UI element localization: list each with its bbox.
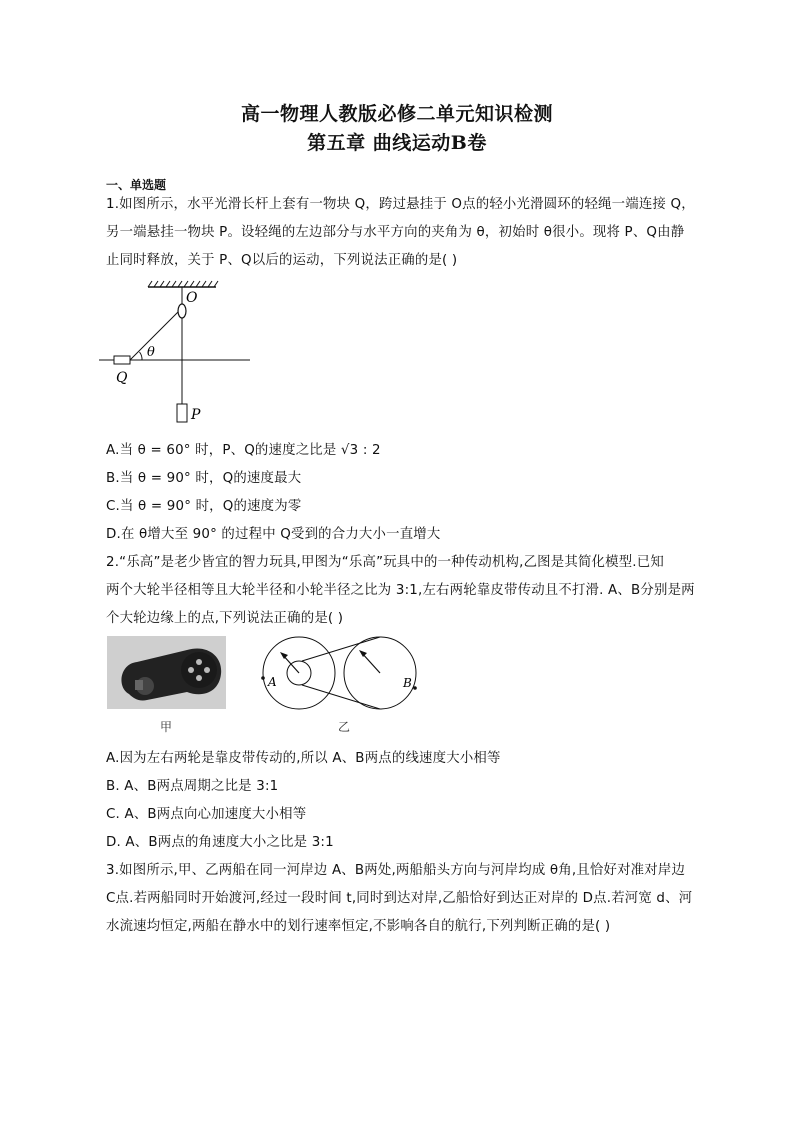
label-P: P (191, 407, 201, 423)
document-subtitle: 第五章 曲线运动B卷 (307, 132, 487, 154)
q2-text-line: 2.“乐高”是老少皆宜的智力玩具,甲图为“乐高”玩具中的一种传动机构,乙图是其简化模型.已知 (106, 555, 664, 570)
q1-option-d: D.在 θ增大至 90° 的过程中 Q受到的合力大小一直增大 (106, 527, 441, 542)
label-O: O (186, 290, 198, 306)
q1-figure-pulley (96, 278, 256, 428)
q2-option-b: B. A、B两点周期之比是 3:1 (106, 779, 279, 794)
document-title: 高一物理人教版必修二单元知识检测 (240, 103, 553, 125)
q3-text-line: 水流速均恒定,两船在静水中的划行速率恒定,不影响各自的航行,下列判断正确的是( ) (106, 919, 611, 934)
caption-yi: 乙 (338, 720, 351, 734)
q2-option-a: A.因为左右两轮是靠皮带传动的,所以 A、B两点的线速度大小相等 (106, 751, 501, 766)
q2-figure-belt-drive (258, 628, 426, 718)
q2-text-line: 个大轮边缘上的点,下列说法正确的是( ) (106, 611, 344, 626)
q1-option-b: B.当 θ = 90° 时，Q的速度最大 (106, 471, 302, 486)
label-theta: θ (147, 345, 155, 360)
q3-text-line: C点.若两船同时开始渡河,经过一段时间 t,同时到达对岸,乙船恰好到达正对岸的 D点.若河宽 d、河 (106, 891, 693, 906)
q1-option-a: A.当 θ = 60° 时，P、Q的速度之比是 √3 : 2 (106, 443, 381, 458)
section-heading: 一、单选题 (106, 178, 167, 192)
label-A: A (268, 675, 277, 689)
q2-text-line: 两个大轮半径相等且大轮半径和小轮半径之比为 3:1,左右两轮靠皮带传动且不打滑. A、B分别是两 (106, 583, 695, 598)
q1-text-line: 止同时释放，关于 P、Q以后的运动，下列说法正确的是( ) (106, 253, 458, 268)
q1-option-c: C.当 θ = 90° 时，Q的速度为零 (106, 499, 302, 514)
q2-option-d: D. A、B两点的角速度大小之比是 3:1 (106, 835, 334, 850)
caption-jia: 甲 (160, 720, 173, 734)
q1-text-line: 另一端悬挂一物块 P。设轻绳的左边部分与水平方向的夹角为 θ，初始时 θ很小。现将 P、Q由静 (106, 225, 685, 240)
q1-text-line: 1.如图所示，水平光滑长杆上套有一物块 Q，跨过悬挂于 O点的轻小光滑圆环的轻绳一端连接 Q， (106, 197, 695, 212)
q2-option-c: C. A、B两点向心加速度大小相等 (106, 807, 307, 822)
label-Q: Q (116, 370, 128, 386)
lego-photo (107, 636, 226, 709)
label-B: B (403, 676, 412, 690)
q3-text-line: 3.如图所示,甲、乙两船在同一河岸边 A、B两处,两船船头方向与河岸均成 θ角,且恰好对准对岸边 (106, 863, 686, 878)
